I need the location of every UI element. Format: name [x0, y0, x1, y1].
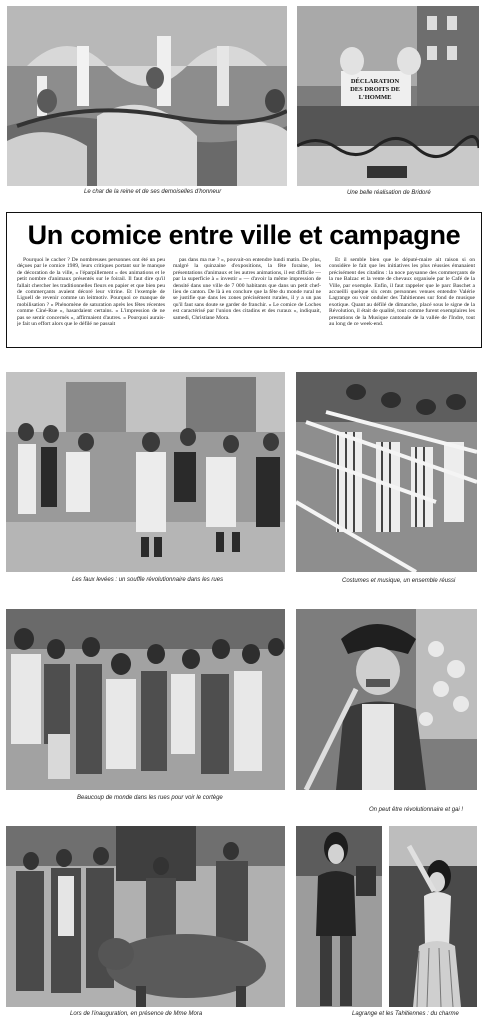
photo-queen-float: [7, 6, 287, 186]
photo-costumes-music: [296, 372, 477, 572]
article-column-3: [329, 257, 475, 345]
article-text-col3: Et il semble bien que le député-maire ait raison si on considère le fait que les initiatives les plus réussies émanaient précisément des citadins : la noce paysanne des commerçants de la rue Balzac et la vente de chevaux organisée par le Café de la Ville, par exemple. Enfin, il faut rappeler que le parc Baschet a accueilli quelque six cents personnes venues entendre Valérie Lagrange ou voir onduler des Tahitiennes sur fond de musique exotique. Quant au défilé de dimanche, placé sous le signe de la Révolution, il était de qualité, tout comme furent exemplaires les prestations de la Musique cantonale de la vallée de l'Indre, tout au long de ce week-end.: [329, 257, 475, 328]
caption-queen-float: Le char de la reine et de ses demoiselles d'honneur: [84, 189, 222, 195]
caption-costumes: Costumes et musique, un ensemble réussi: [342, 578, 456, 584]
photo-revolutionary: [296, 609, 477, 790]
caption-bridore: Une belle réalisation de Bridoré: [347, 190, 431, 196]
photo-faux-levees: [6, 372, 285, 572]
article-column-1: [17, 257, 165, 345]
article-column-2: [173, 257, 321, 345]
caption-revolutionary: On peut être révolutionnaire et gai !: [369, 807, 464, 813]
caption-faux-levees: Les faux levées : un souffle révolutionnaire dans les rues: [72, 577, 224, 583]
photo-crowd: [6, 609, 285, 790]
article-text-col2: pas dans ma rue ? », pouvait-on entendre lundi matin. De plus, malgré la quinzaine d'expositions, la fête foraine, les présentations d'animaux et les autres animations, il est difficile — par la superficie à « investir » — d'avoir la même impression de densité dans une ville de 7 000 habitants que dans un petit chef-lieu de canton. De là à en conclure que la fête du monde rural ne se justifie que dans les zones précisément rurales, il y a un pas qu'il faut sans doute se garder de franchir. « Le comice de Loches est caractérisé par l'union des citadins et des ruraux », indiquait, samedi, Christiane Mora.: [173, 257, 321, 321]
article-text-col1: Pourquoi le cacher ? De nombreuses personnes ont été un peu déçues par le comice 1989, leurs critiques portant sur le manque de décoration de la ville, « l'éparpillement » des animations et le petit nombre d'animaux présentés sur le foirail. Il faut dire qu'il fallait chercher les traditionnelles fleurs en papier et que bien peu de commerçants avaient décoré leur vitrine. Et l'exemple de Liguell de revenir comme un leitmotiv. Pourquoi ce manque de mobilisation ? « Phénomène de saturation après les fêtes récentes comme Ciné-Rue », hasardaient certains. « L'impression de ne pas se sentir concernés », affirmaient d'autres. « Pourquoi aurais-je fait un effort alors que le défilé ne passait: [17, 257, 165, 328]
caption-crowd: Beaucoup de monde dans les rues pour voir le cortège: [77, 795, 223, 801]
article-box: [6, 212, 482, 348]
photo-tahitiennes: [389, 826, 477, 1007]
photo-lagrange: [296, 826, 382, 1007]
caption-lagrange: Lagrange et les Tahitiennes : du charme: [352, 1011, 459, 1017]
float-banner-text: DÉCLARATION DES DROITS DE L'HOMME: [350, 78, 400, 101]
caption-inauguration: Lors de l'inauguration, en présence de Mme Mora: [70, 1011, 203, 1017]
article-headline: Un comice entre ville et campagne: [27, 220, 461, 250]
photo-inauguration: [6, 826, 285, 1007]
